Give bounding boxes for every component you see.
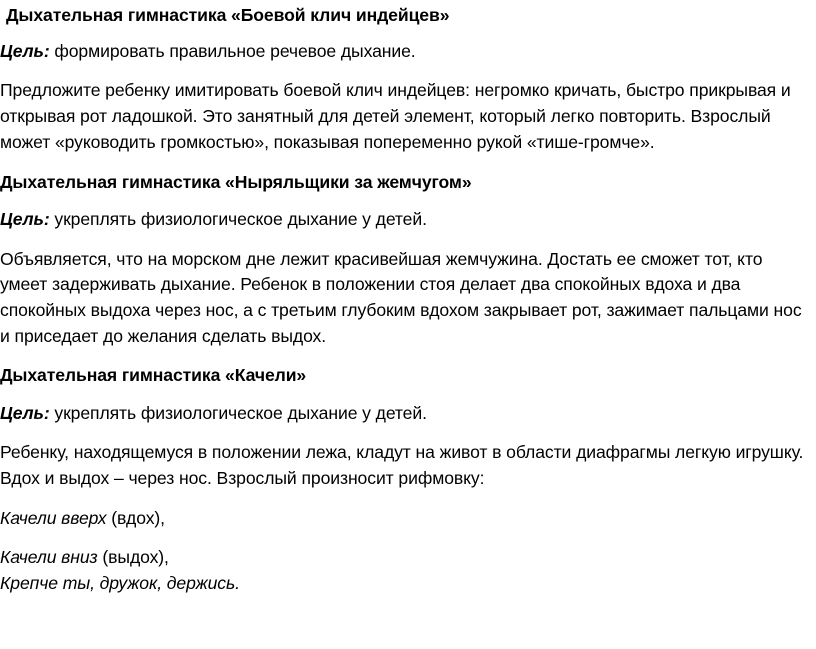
goal-line-3	[0, 401, 427, 425]
goal-label: Цель:	[0, 209, 50, 229]
rhyme-italic: Крепче ты, дружок, держись.	[0, 573, 240, 593]
goal-label: Цель:	[0, 41, 50, 61]
goal-text: укреплять физиологическое дыхание у детей.	[49, 403, 427, 423]
paragraph-line: Предложите ребенку имитировать боевой клич индейцев: негромко кричать, быстро прикрывая и	[0, 80, 791, 100]
paragraph-line: Ребенку, находящемуся в положении лежа, кладут на живот в области диафрагмы легкую игрушку.	[0, 442, 804, 462]
paragraph-line: и приседает до желания сделать выдох.	[0, 326, 327, 346]
goal-text: укреплять физиологическое дыхание у детей.	[49, 209, 427, 229]
section-title-indian-cry: Дыхательная гимнастика «Боевой клич индейцев»	[6, 5, 450, 25]
rhyme-note: (выдох),	[97, 547, 169, 567]
goal-label: Цель:	[0, 403, 50, 423]
goal-line-2	[0, 207, 427, 231]
rhyme-italic: Качели вниз	[0, 547, 98, 567]
rhyme-line	[0, 506, 165, 530]
section-title-pearl-divers: Дыхательная гимнастика «Ныряльщики за жемчугом»	[0, 172, 472, 192]
goal-line-1	[0, 39, 416, 63]
section-title-swings: Дыхательная гимнастика «Качели»	[0, 365, 307, 385]
rhyme-note: (вдох),	[106, 508, 165, 528]
paragraph-line: может «руководить громкостью», показывая попеременно рукой «тише-громче».	[0, 132, 655, 152]
paragraph-line: умеет задерживать дыхание. Ребенок в положении стоя делает два спокойных вдоха и два	[0, 274, 741, 294]
paragraph-line: открывая рот ладошкой. Это занятный для детей элемент, который легко повторить. Взрослый	[0, 106, 771, 126]
rhyme-line	[0, 571, 240, 595]
rhyme-line	[0, 545, 169, 569]
rhyme-italic: Качели вверх	[0, 508, 107, 528]
goal-text: формировать правильное речевое дыхание.	[49, 41, 416, 61]
paragraph-line: Объявляется, что на морском дне лежит красивейшая жемчужина. Достать ее сможет тот, кто	[0, 249, 763, 269]
paragraph-line: спокойных выдоха через нос, а с третьим глубоким вдохом закрывает рот, зажимает пальцами нос	[0, 300, 802, 320]
paragraph-line: Вдох и выдох – через нос. Взрослый произносит рифмовку:	[0, 468, 485, 488]
